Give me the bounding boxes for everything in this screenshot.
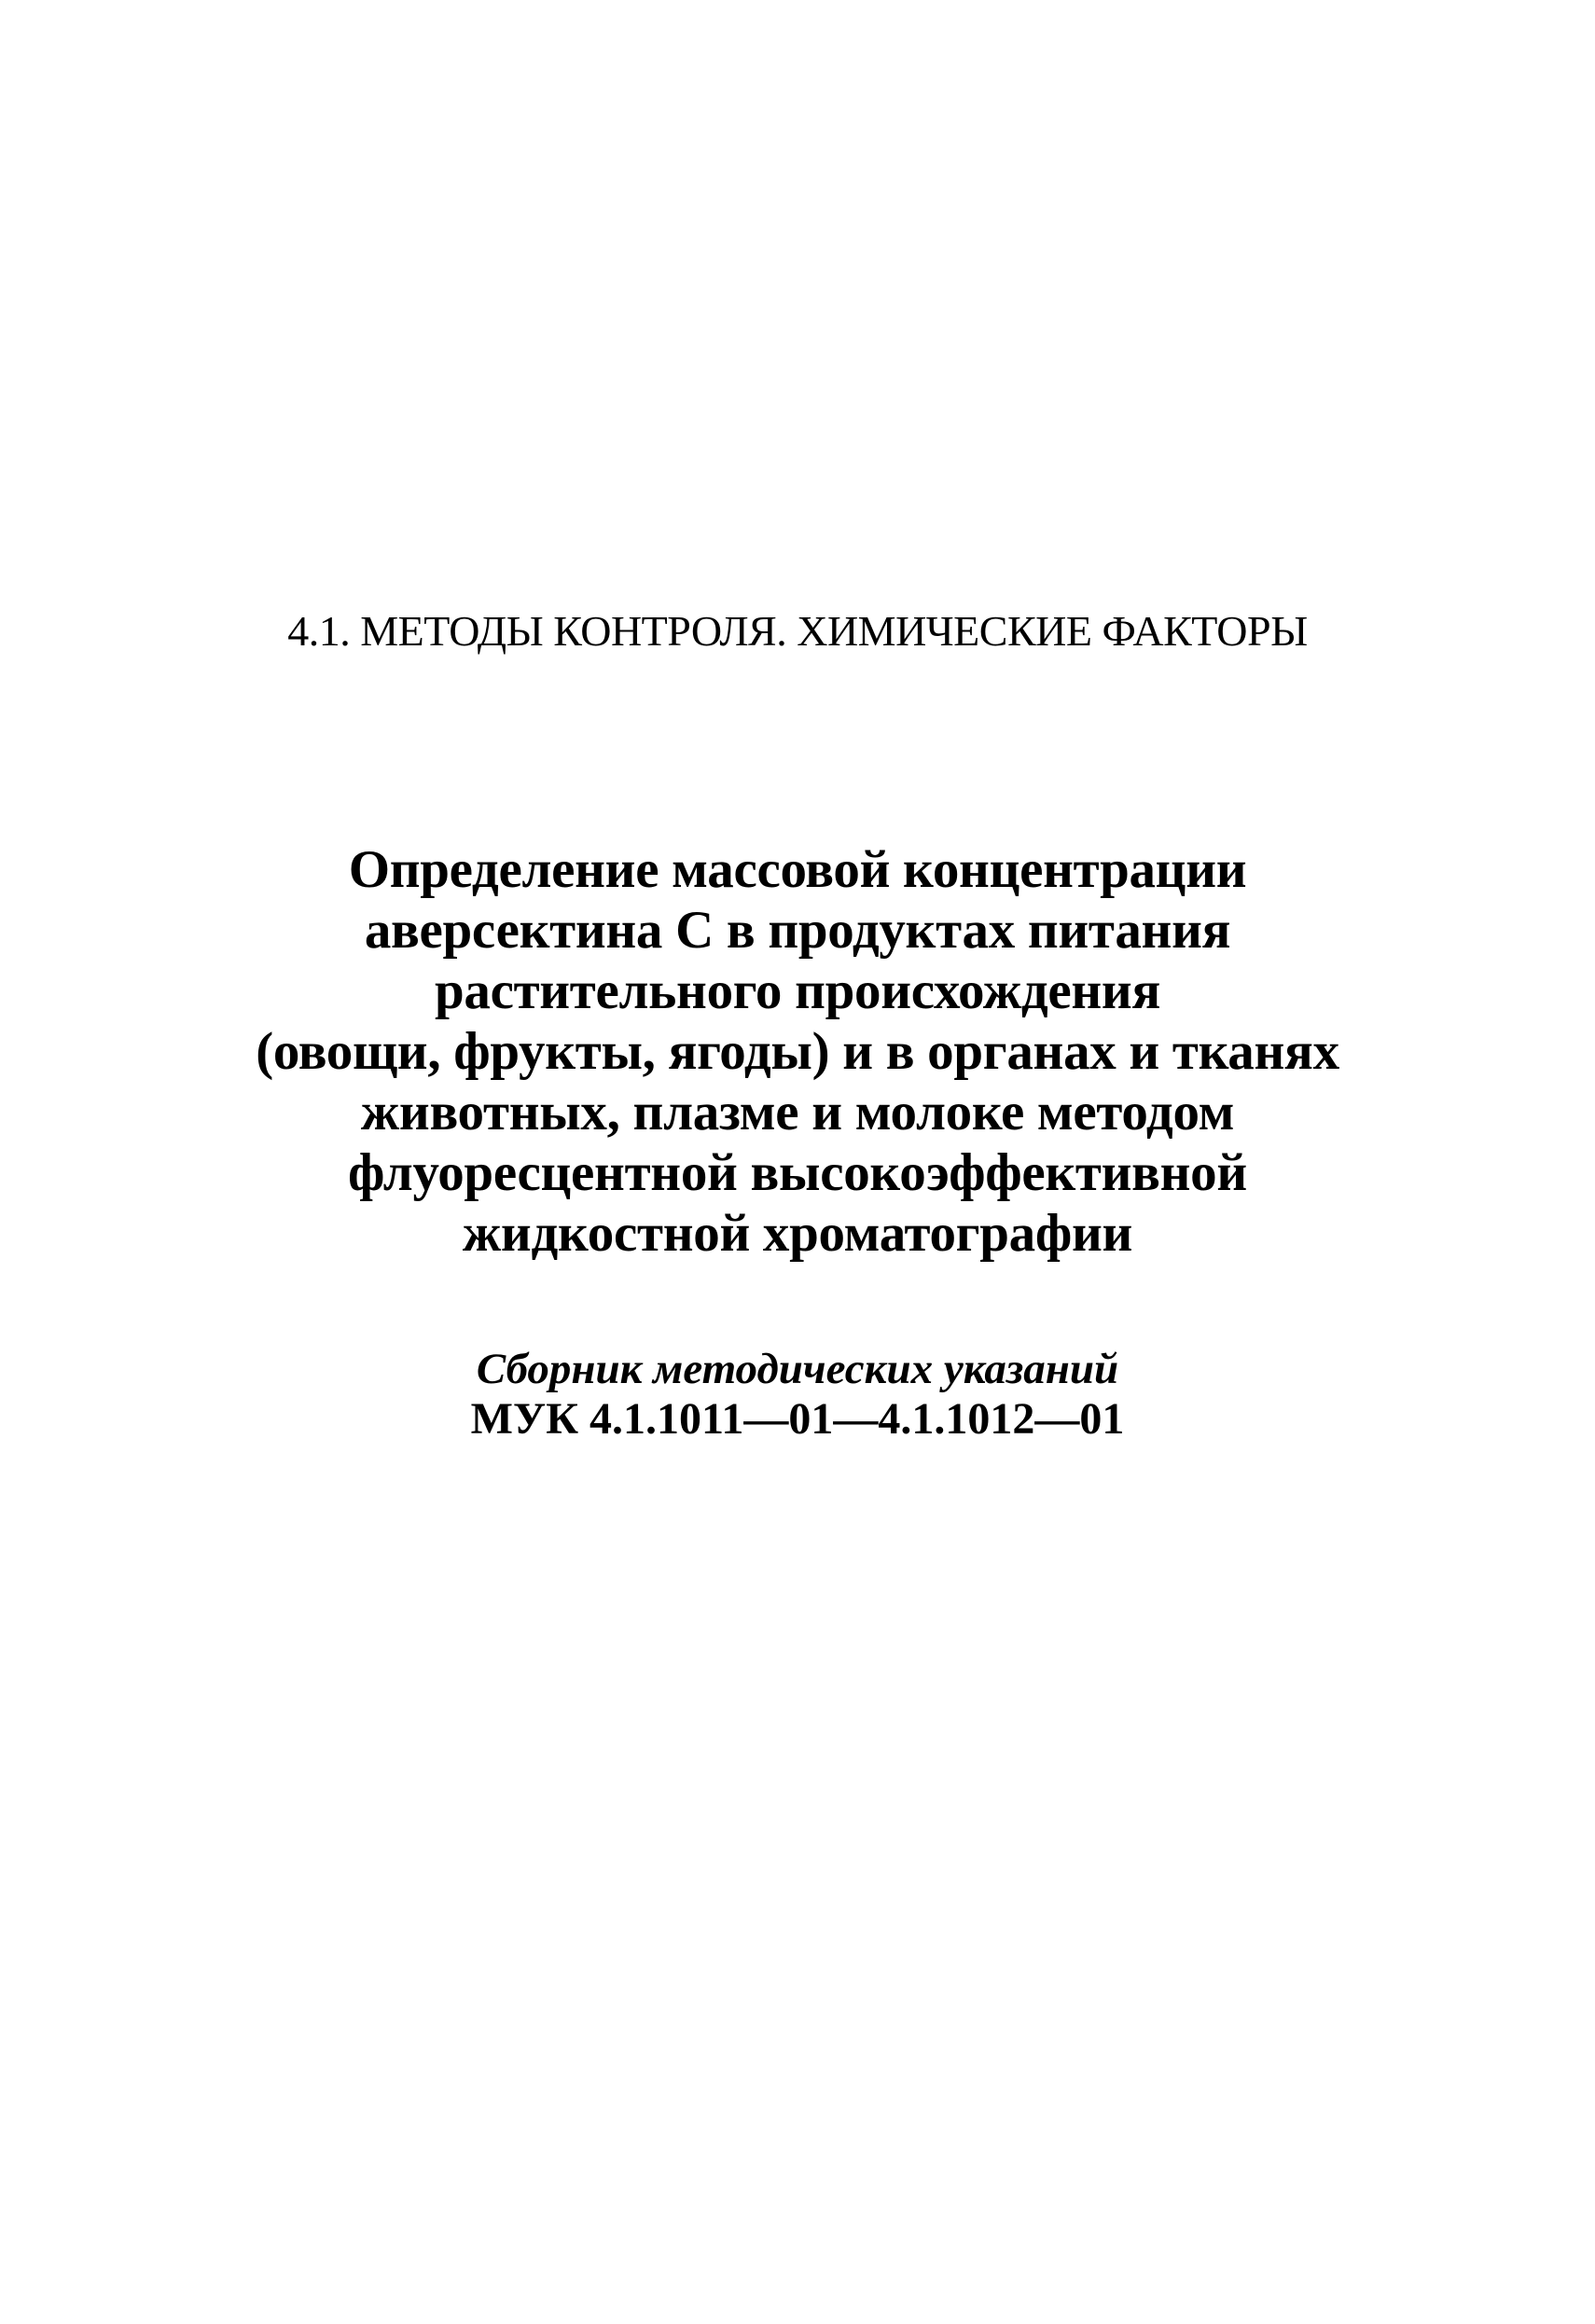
section-heading: 4.1. МЕТОДЫ КОНТРОЛЯ. ХИМИЧЕСКИЕ ФАКТОРЫ: [287, 607, 1308, 655]
document-number: МУК 4.1.1011—01—4.1.1012—01: [470, 1394, 1125, 1444]
title-line: флуоресцентной высокоэффективной: [348, 1143, 1247, 1202]
document-title: [0, 839, 1595, 1264]
title-line: жидкостной хроматографии: [462, 1204, 1133, 1263]
title-line: Определение массовой концентрации: [348, 840, 1247, 899]
title-line: растительного происхождения: [434, 961, 1161, 1020]
title-line: (овощи, фрукты, ягоды) и в органах и тканях: [256, 1022, 1339, 1081]
title-line: животных, плазме и молоке методом: [360, 1083, 1235, 1141]
collection-label: Сборник методических указаний: [476, 1345, 1119, 1393]
title-line: аверсектина С в продуктах питания: [364, 901, 1231, 960]
